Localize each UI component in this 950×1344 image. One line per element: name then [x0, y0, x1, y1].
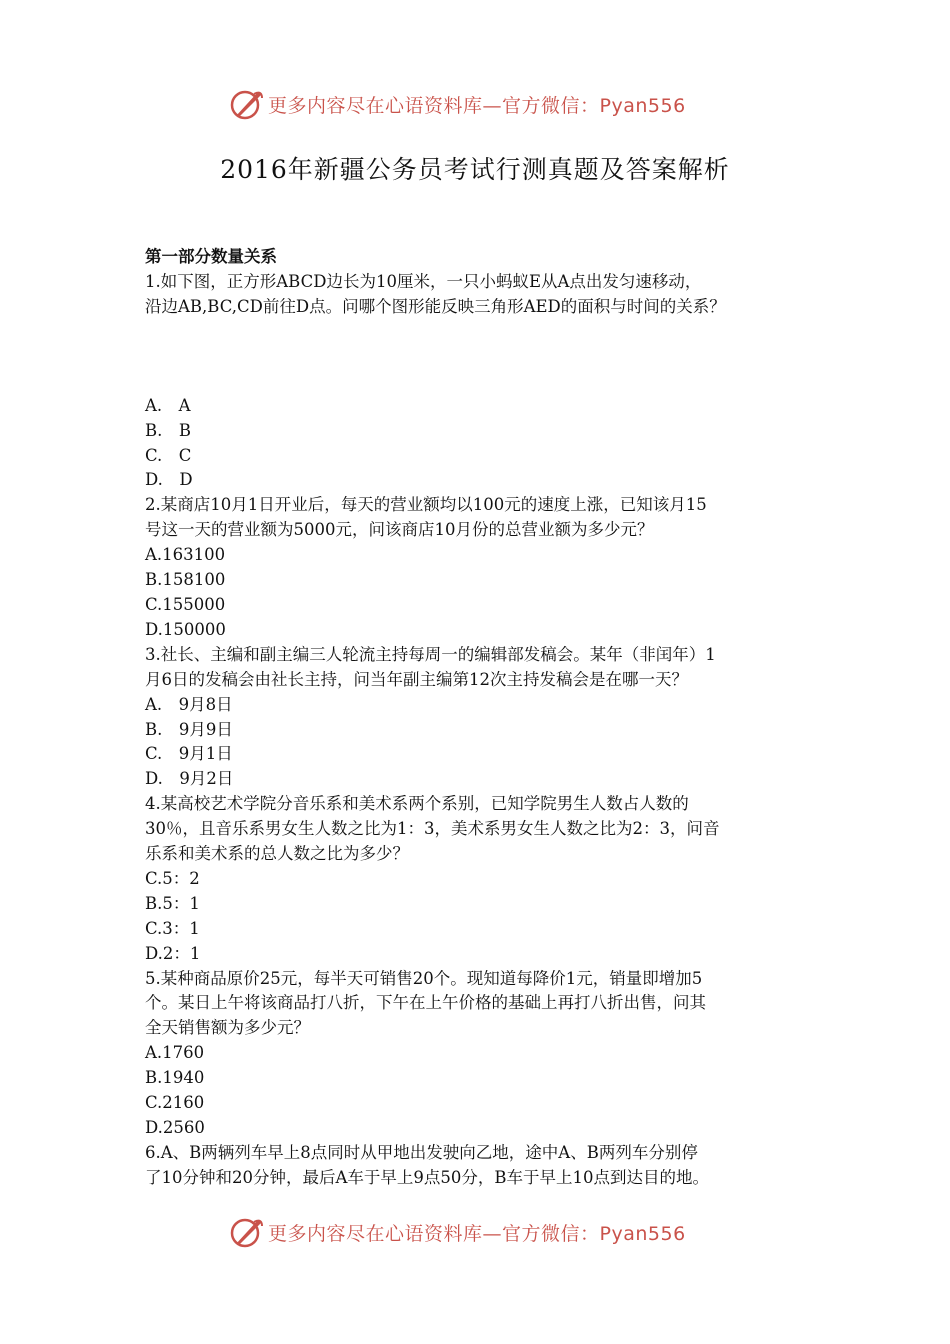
question-text-line: 2.某商店10月1日开业后，每天的营业额均以100元的速度上涨，已知该月15 — [145, 495, 707, 515]
feather-pen-logo-icon — [228, 86, 264, 122]
question-text-line: 30％，且音乐系男女生人数之比为1：3，美术系男女生人数之比为2：3，问音 — [145, 819, 720, 839]
option-d: D. D — [145, 470, 193, 490]
question-text-line: 3.社长、主编和副主编三人轮流主持每周一的编辑部发稿会。某年（非闰年）1 — [145, 644, 716, 664]
option-c: C.155000 — [145, 594, 226, 614]
question-1 — [145, 270, 825, 320]
header-banner — [0, 84, 950, 124]
option-b: B. B — [145, 420, 191, 440]
option-a: A.1760 — [145, 1043, 205, 1063]
footer-banner — [0, 1212, 950, 1252]
question-text-line: 沿边AB,BC,CD前往D点。问哪个图形能反映三角形AED的面积与时间的关系？ — [145, 296, 726, 316]
question-2 — [145, 493, 825, 543]
question-text-line: 了10分钟和20分钟，最后A车于早上9点50分，B车于早上10点到达目的地。 — [145, 1167, 710, 1187]
feather-pen-logo-icon — [228, 1214, 264, 1250]
question-6 — [145, 1141, 825, 1191]
section-heading: 第一部分数量关系 — [145, 247, 277, 266]
option-a: A. A — [145, 395, 191, 415]
page-title: 2016年新疆公务员考试行测真题及答案解析 — [220, 155, 730, 184]
option-b: B.5：1 — [145, 893, 200, 913]
question-text-line: 个。某日上午将该商品打八折，下午在上午价格的基础上再打八折出售，问其 — [145, 993, 706, 1013]
question-5 — [145, 967, 825, 1042]
option-c: C.2160 — [145, 1093, 205, 1113]
option-a: A.163100 — [145, 545, 226, 565]
option-a: A. 9月8日 — [145, 694, 233, 714]
figure-space — [145, 320, 825, 394]
document-body — [145, 245, 825, 1191]
option-c: C.5：2 — [145, 868, 200, 888]
question-text-line: 1.如下图，正方形ABCD边长为10厘米，一只小蚂蚁E从A点出发匀速移动， — [145, 271, 702, 291]
question-text-line: 5.某种商品原价25元，每半天可销售20个。现知道每降价1元，销量即增加5 — [145, 968, 703, 988]
question-text-line: 号这一天的营业额为5000元，问该商店10月份的总营业额为多少元？ — [145, 520, 654, 540]
option-d: D.2：1 — [145, 943, 201, 963]
question-text-line: 月6日的发稿会由社长主持，问当年副主编第12次主持发稿会是在哪一天？ — [145, 669, 688, 689]
question-3 — [145, 643, 825, 693]
question-text-line: 4.某高校艺术学院分音乐系和美术系两个系别，已知学院男生人数占人数的 — [145, 794, 689, 814]
option-b: B.158100 — [145, 570, 226, 590]
question-text-line: 乐系和美术系的总人数之比为多少？ — [145, 844, 409, 864]
option-d: D.2560 — [145, 1118, 205, 1137]
question-text-line: 全天销售额为多少元？ — [145, 1018, 310, 1038]
option-b: B.1940 — [145, 1068, 205, 1088]
question-4 — [145, 792, 825, 867]
option-d: D. 9月2日 — [145, 769, 234, 789]
option-d: D.150000 — [145, 619, 226, 639]
option-c: C. C — [145, 445, 192, 465]
banner-text: 更多内容尽在心语资料库—官方微信：Pyan556 — [268, 1223, 686, 1245]
option-c: C. 9月1日 — [145, 744, 233, 764]
option-c: C.3：1 — [145, 918, 200, 938]
banner-text: 更多内容尽在心语资料库—官方微信：Pyan556 — [268, 95, 686, 117]
question-text-line: 6.A、B两辆列车早上8点同时从甲地出发驶向乙地，途中A、B两列车分别停 — [145, 1142, 698, 1162]
option-b: B. 9月9日 — [145, 719, 233, 739]
